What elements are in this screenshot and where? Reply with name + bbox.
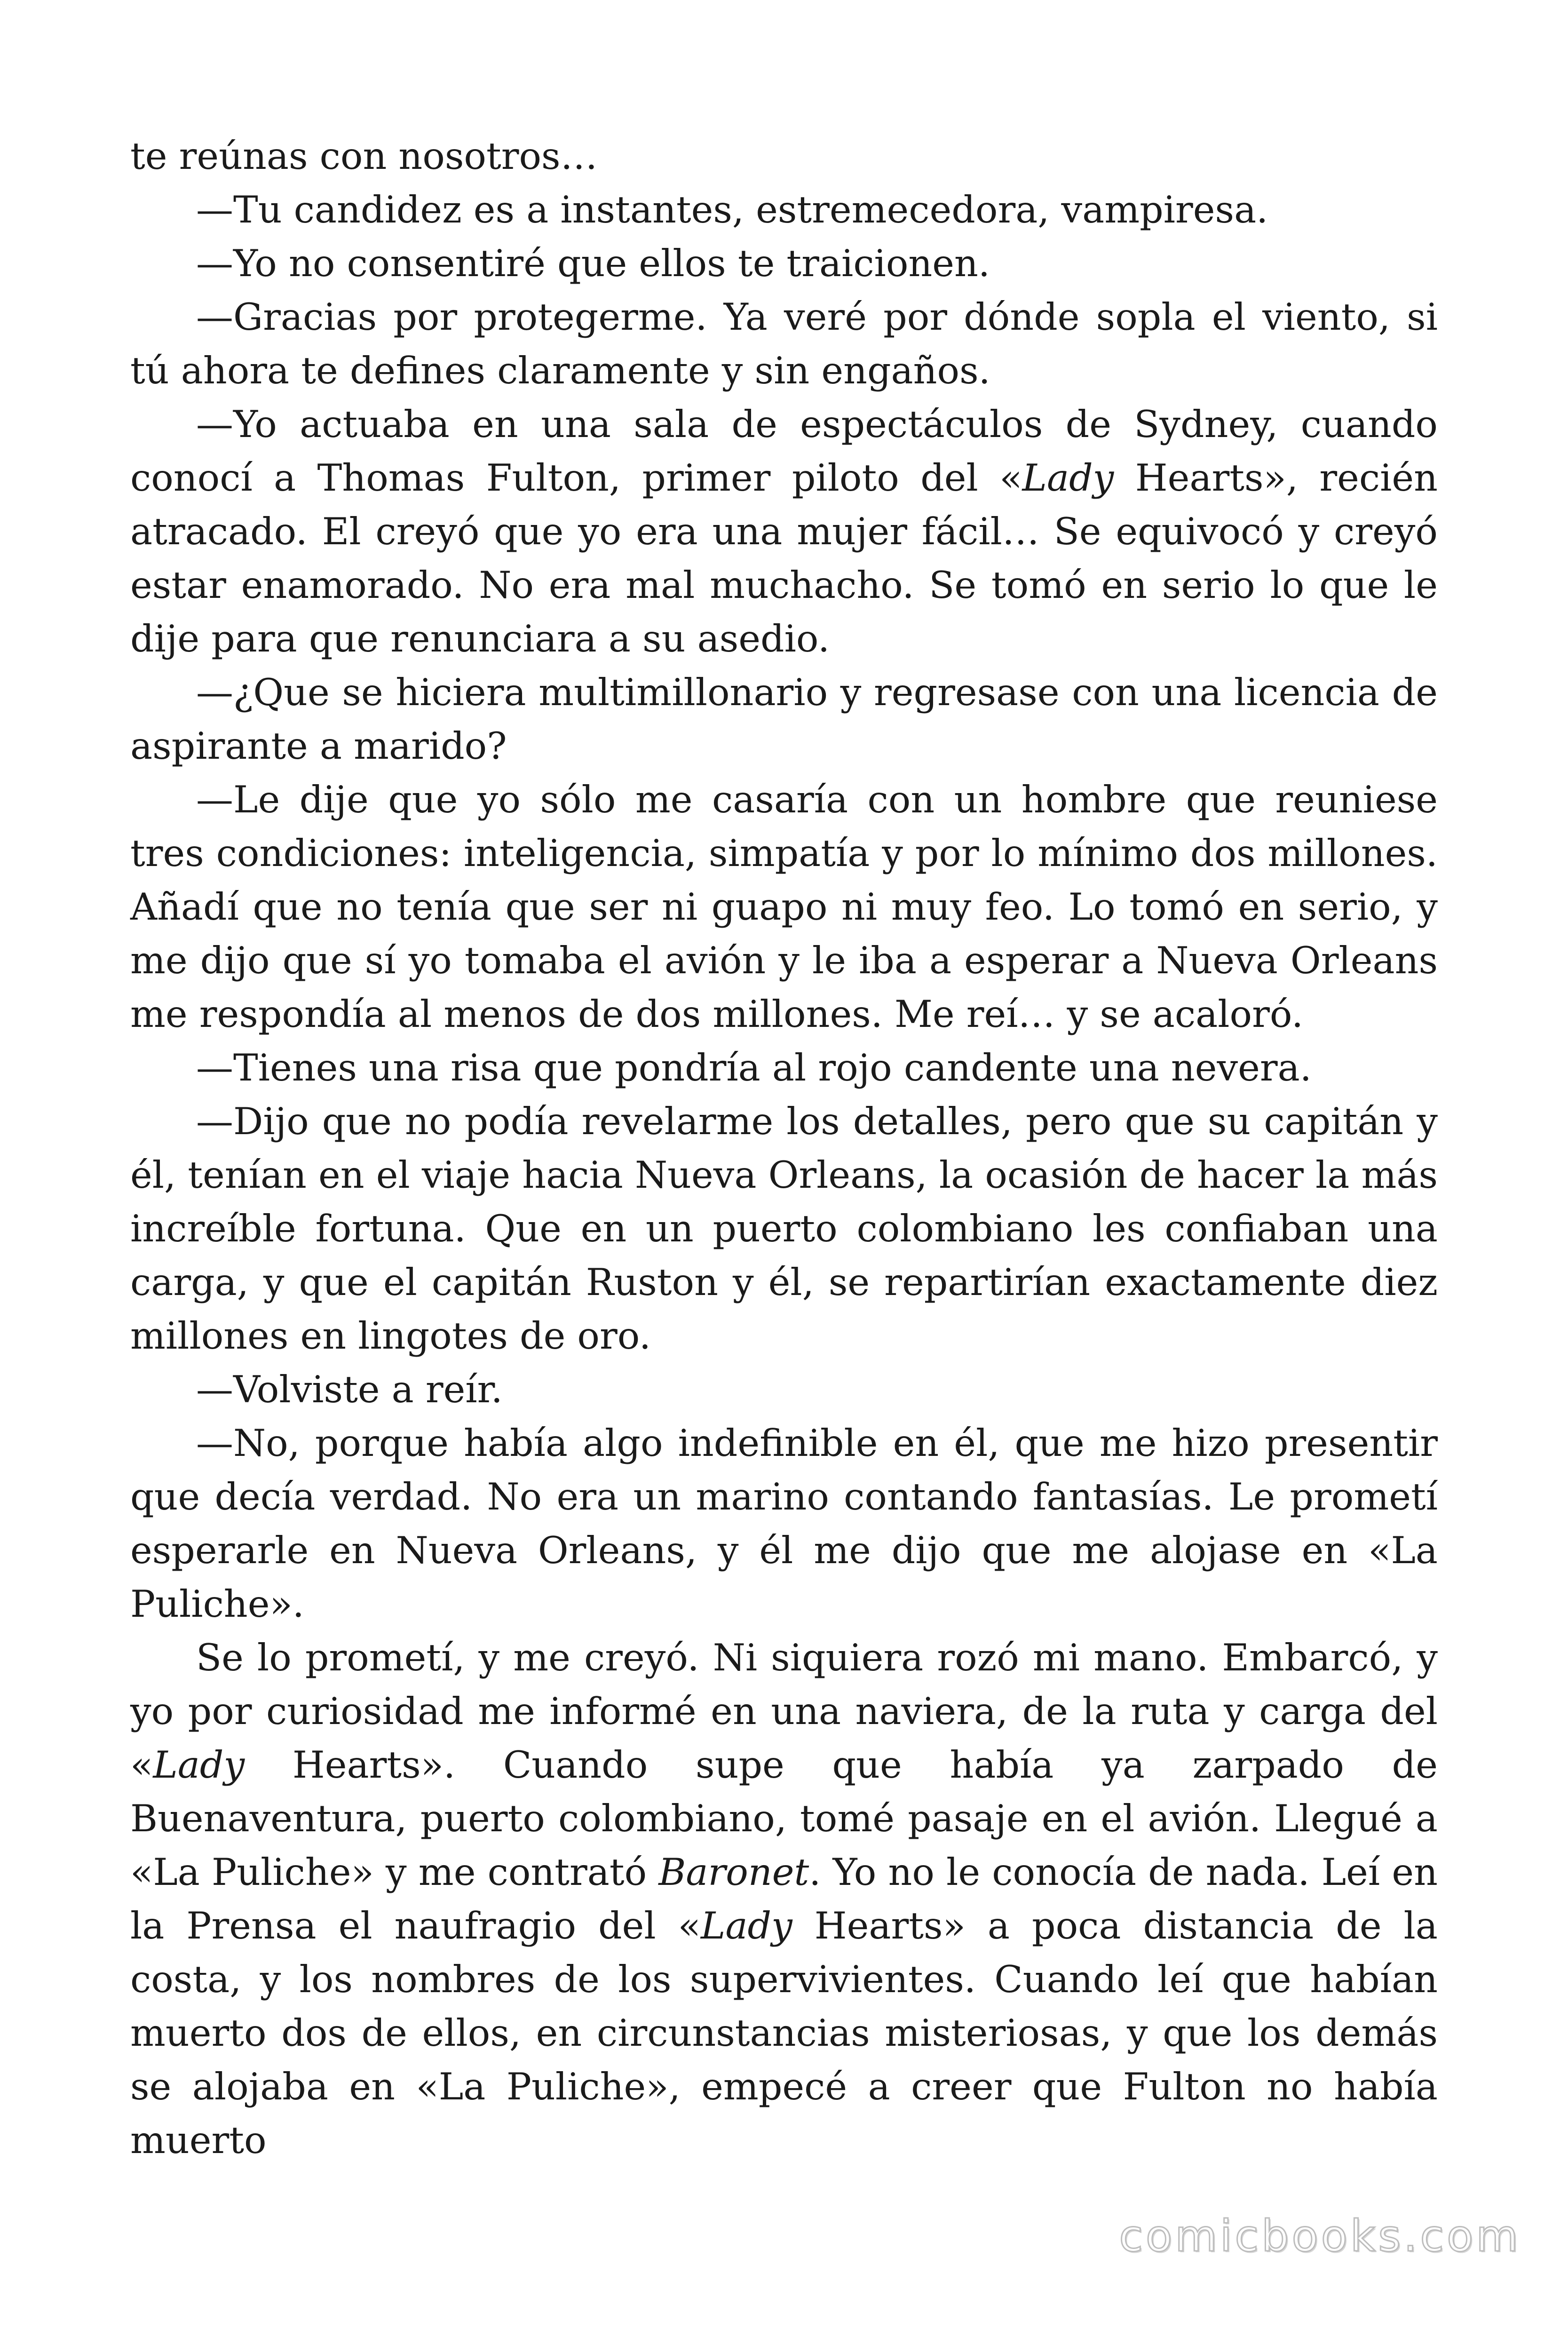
text-segment: —Dijo que no podía revelarme los detalles, pero que su capitán y él, tenían en el viaje hacia Nueva Orleans, la ocasión de hacer la más increíble fortuna. Que en un puerto colombiano les confiaban una carga, y que el capitán Ruston y él, se repartirían exactamente diez millones en lingotes de oro. (130, 1100, 1438, 1358)
paragraph-5 (130, 397, 1438, 666)
paragraph-9 (130, 1095, 1438, 1363)
italic-ship-name: Lady (700, 1904, 792, 1947)
text-segment: —Tu candidez es a instantes, estremecedora, vampiresa. (196, 188, 1268, 231)
text-segment: Se lo prometí, y me creyó. Ni siquiera rozó mi mano. Embarcó, y yo por curiosidad me informé en una naviera, de la ruta y carga del « (130, 1636, 1438, 1787)
paragraph-1 (130, 129, 1438, 183)
paragraph-2 (130, 183, 1438, 237)
text-segment: Hearts» a poca distancia de la costa, y los nombres de los supervivientes. Cuando leí que habían muerto dos de ellos, en circunstancias misteriosas, y que los demás se alojaba en «La Puliche», empecé a creer que Fulton no había muerto (130, 1904, 1438, 2162)
text-segment: te reúnas con nosotros… (130, 135, 598, 178)
paragraph-10 (130, 1363, 1438, 1416)
text-segment: . Yo no le conocía de nada. Leí en la Prensa el naufragio del « (130, 1851, 1438, 1947)
paragraph-8 (130, 1041, 1438, 1095)
text-segment: —Le dije que yo sólo me casaría con un hombre que reuniese tres condiciones: inteligencia, simpatía y por lo mínimo dos millones. Añadí que no tenía que ser ni guapo ni muy feo. Lo tomó en serio, y me dijo que sí yo tomaba el avión y le iba a esperar a Nueva Orleans me respondía al menos de dos millones. Me reí… y se acaloró. (130, 778, 1438, 1036)
paragraph-3 (130, 237, 1438, 290)
paragraph-7 (130, 773, 1438, 1041)
italic-ship-name: Lady (1022, 456, 1114, 500)
paragraph-11 (130, 1416, 1438, 1631)
text-segment: —Volviste a reír. (196, 1368, 503, 1411)
text-segment: —Gracias por protegerme. Ya veré por dónde sopla el viento, si tú ahora te defines claramente y sin engaños. (130, 295, 1438, 392)
italic-ship-name: Lady (153, 1743, 245, 1787)
watermark-logo: comicbooks.com (1119, 2211, 1521, 2261)
page-body-text (130, 129, 1438, 2167)
text-segment: Hearts», recién atracado. El creyó que yo era una mujer fácil… Se equivocó y creyó estar enamorado. No era mal muchacho. Se tomó en serio lo que le dije para que renunciara a su asedio. (130, 456, 1438, 660)
paragraph-6 (130, 666, 1438, 773)
text-segment: —¿Que se hiciera multimillonario y regresase con una licencia de aspirante a marido? (130, 671, 1438, 768)
paragraph-4 (130, 290, 1438, 397)
text-segment: Hearts». Cuando supe que había ya zarpado de Buenaventura, puerto colombiano, tomé pasaje en el avión. Llegué a «La Puliche» y me contrató (130, 1743, 1438, 1894)
paragraph-12 (130, 1631, 1438, 2167)
italic-character-name: Baronet (658, 1851, 809, 1894)
text-segment: —Yo no consentiré que ellos te traicionen. (196, 242, 990, 285)
text-segment: —Tienes una risa que pondría al rojo candente una nevera. (196, 1046, 1312, 1089)
text-segment: —No, porque había algo indefinible en él, que me hizo presentir que decía verdad. No era un marino contando fantasías. Le prometí esperarle en Nueva Orleans, y él me dijo que me alojase en «La Puliche». (130, 1422, 1438, 1626)
text-segment: —Yo actuaba en una sala de espectáculos de Sydney, cuando conocí a Thomas Fulton, primer piloto del « (130, 403, 1438, 500)
